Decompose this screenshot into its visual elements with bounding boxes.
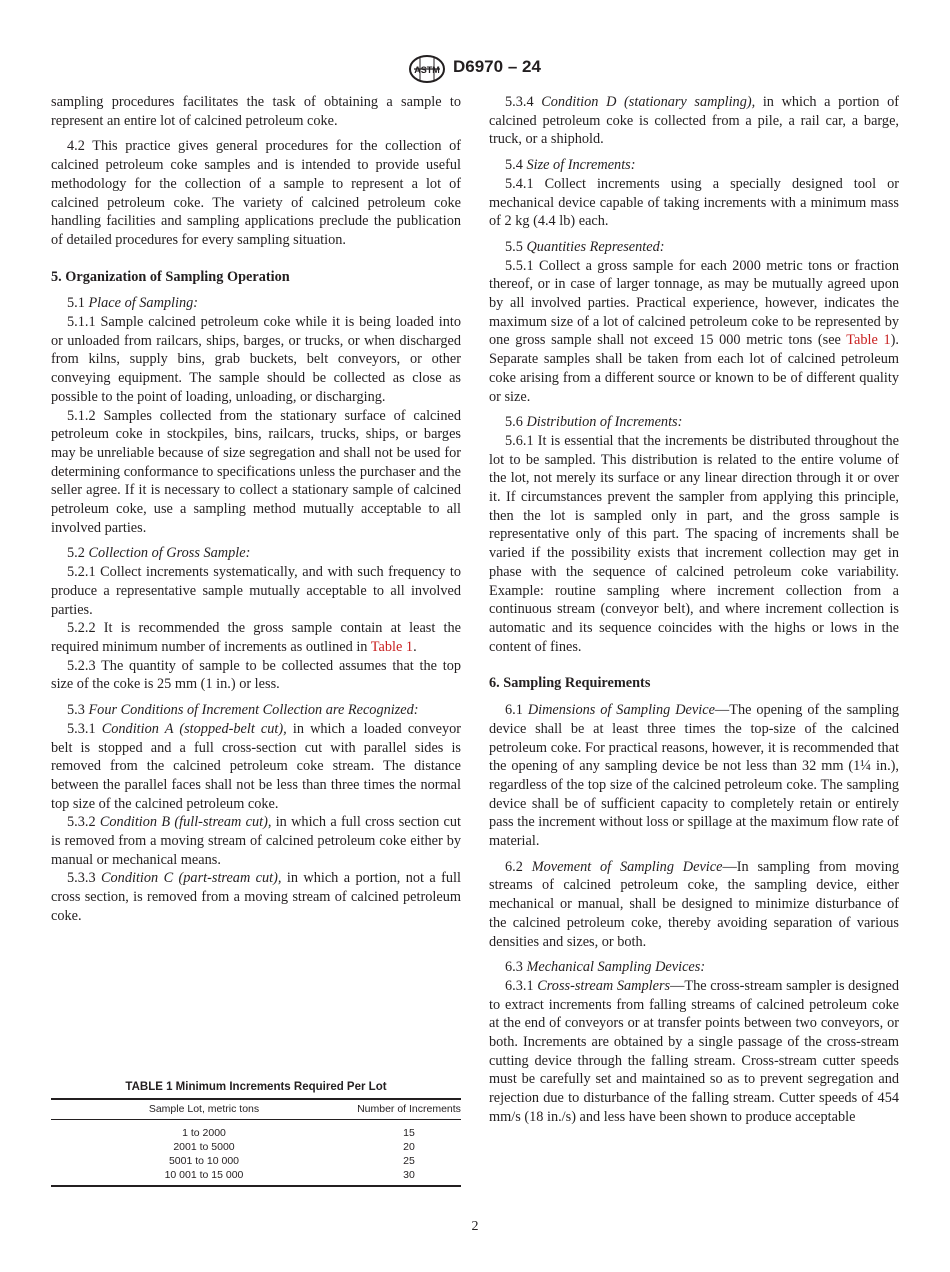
- table-row: [51, 1168, 461, 1186]
- table-cell-lot: 5001 to 10 000: [168, 1155, 240, 1167]
- astm-logo-icon: [408, 54, 446, 84]
- paragraph-5-2-1: 5.2.1 Collect increments systematically, and with such frequency to produce a representative sample mutually acceptable to all involved parties.: [51, 564, 461, 618]
- left-column: [51, 93, 461, 933]
- paragraph-5-3-2: 5.3.2 Condition B (full-stream cut), in which a full cross section cut is removed from a moving stream of calcined petroleum coke either by manual or mechanical means.: [51, 814, 461, 868]
- paragraph-6-2: 6.2 Movement of Sampling Device—In sampling from moving streams of calcined petroleum coke, the sampling device, either mechanical or manual, shall be designed to minimize disturbance of the calcined petroleum coke, thereby avoiding separation of various densities and sizes, or both.: [489, 858, 899, 950]
- table-header-number-increments: Number of Increments: [357, 1099, 461, 1120]
- paragraph-5-4-1: 5.4.1 Collect increments using a specially designed tool or mechanical device capable of taking increments with a minimum mass of 2 kg (4.4 lb) each.: [489, 175, 899, 230]
- paragraph-5-1-1: 5.1.1 Sample calcined petroleum coke while it is being loaded into or unloaded from railcars, ships, barges, or trucks, or when discharged from kilns, supply bins, grab buckets, belt conveyors, or other conveying equipment. The sample should be collected as close as possible to the point of loading, unloading, or discharging.: [51, 314, 461, 405]
- table-row: [51, 1120, 461, 1141]
- table-cell-increments: 25: [403, 1155, 415, 1167]
- paragraph-6-1: 6.1 Dimensions of Sampling Device—The opening of the sampling device shall be at least three times the top-size of the calcined petroleum coke. For practical reasons, however, it is recommended that the opening of any sampling device be not less than 32 mm (1¼ in.), regardless of the top size of the calcined petroleum coke. The sampling device shall be of sufficient capacity to completely retain or entirely pass the increment without loss or spillage at the maximum flow rate of material.: [489, 702, 900, 850]
- section-5-heading: 5. Organization of Sampling Operation: [51, 268, 290, 285]
- table-1-link[interactable]: Table 1: [370, 638, 414, 655]
- page-header: [0, 54, 950, 84]
- paragraph-5-5-1: 5.5.1 Collect a gross sample for each 2000 metric tons or fraction thereof, or in case of larger tonnage, as may be mutually agreed upon by all involved parties. Practical experience, however, indicates the maximum size of a lot of calcined petroleum coke to be represented by one gross sample shall not exceed 15 000 metric tons (see Table 1). Separate samples shall be taken from each lot of calcined petroleum coke arising from a different source or known to be of different quality or size.: [489, 257, 899, 405]
- paragraph-5-6: 5.6 Distribution of Increments:: [505, 414, 683, 431]
- paragraph-5-3-3: 5.3.3 Condition C (part-stream cut), in which a portion, not a full cross section, is removed from a moving stream of calcined petroleum coke.: [51, 870, 462, 924]
- page-number: 2: [471, 1219, 479, 1234]
- logo-text: ASTM: [414, 65, 440, 75]
- paragraph-5-2: 5.2 Collection of Gross Sample:: [67, 545, 251, 562]
- paragraph-5-3: 5.3 Four Conditions of Increment Collection are Recognized:: [67, 702, 419, 719]
- table-cell-lot: 10 001 to 15 000: [51, 1168, 357, 1186]
- paragraph-5-6-1: 5.6.1 It is essential that the increments be distributed throughout the lot to be sampled. This distribution is related to the entire volume of the lot, not merely its surface or any linear direction through it or over it. If circumstances prevent the sampler from applying this principle, then the lot is sampled only in part, and the gross sample is representative only of this part. The spacing of increments shall be varied if the possibility exists that increment collection may get in phase with the sequence of calcined petroleum coke variability. Example: routine sampling where increment collection from a continuous stream (conveyor belt), and where increment collection is automatic and its sequence coincides with the highs or lows in the content of fines.: [489, 432, 899, 655]
- paragraph-5-3-1: 5.3.1 Condition A (stopped-belt cut), in which a loaded conveyor belt is stopped and a full cross-section cut with parallel sides is removed from the calcined petroleum coke stream. The distance between the parallel faces shall not be less than three times the normal top size of the calcined petroleum coke.: [51, 720, 462, 812]
- paragraph-5-2-3: 5.2.3 The quantity of sample to be collected assumes that the top size of the coke is 25 mm (1 in.) or less.: [51, 657, 461, 693]
- right-column: [489, 93, 899, 1127]
- table-1-caption: TABLE 1 Minimum Increments Required Per Lot: [125, 1081, 387, 1093]
- paragraph-5-1: 5.1 Place of Sampling:: [67, 295, 199, 312]
- table-row: [51, 1154, 461, 1168]
- paragraph-5-1-2: 5.1.2 Samples collected from the stationary surface of calcined petroleum coke in stockpiles, bins, railcars, trucks, ships, or barges may be unreliable because of size segregation and shall not be used for determining conformance to specifications unless the purchaser and the seller agree. If it is necessary to collect a stationary sample of calcined petroleum coke, use a sampling method mutually acceptable to all involved parties.: [51, 407, 461, 536]
- paragraph-6-3: 6.3 Mechanical Sampling Devices:: [505, 959, 706, 976]
- table-1: [51, 1081, 461, 1187]
- paragraph-6-3-1: 6.3.1 Cross-stream Samplers—The cross-stream sampler is designed to extract increments from falling streams of calcined petroleum coke at the end of conveyors or at transfer points between two conveyors, or both. Increments are obtained by a single passage of the cross-stream cutting device through the falling stream. Cross-stream cutter speeds must be carefully set and maintained so as to prevent segregation and rejection due to disturbance of the falling stream. Cutter speeds of 454 mm/s (18 in./s) and less have been shown to produce acceptable: [489, 977, 899, 1125]
- table-cell-increments: 15: [403, 1127, 415, 1139]
- table-cell-lot: 1 to 2000: [182, 1127, 226, 1139]
- paragraph-4-2: 4.2 This practice gives general procedures for the collection of calcined petroleum coke samples and is intended to provide useful methodology for the collection of a sample to represent a lot of calcined petroleum coke. The variety of calcined petroleum coke handling facilities and sampling applications preclude the publication of detailed procedures for every sampling situation.: [51, 138, 461, 248]
- paragraph-5-3-4: 5.3.4 Condition D (stationary sampling), in which a portion of calcined petroleum coke is collected from a pile, a rail car, a barge, truck, or a shiphold.: [489, 94, 899, 148]
- paragraph-5-5: 5.5 Quantities Represented:: [505, 238, 665, 255]
- table-1-grid: [51, 1098, 461, 1187]
- table-row: [51, 1140, 461, 1154]
- document-designation: D6970 – 24: [453, 57, 541, 76]
- table-cell-increments: 30: [357, 1168, 461, 1186]
- paragraph-5-2-2: 5.2.2 It is recommended the gross sample contain at least the required minimum number of increments as outlined in Table 1.: [51, 620, 461, 655]
- paragraph-continuation: sampling procedures facilitates the task of obtaining a sample to represent an entire lot of calcined petroleum coke.: [51, 94, 461, 129]
- paragraph-5-4: 5.4 Size of Increments:: [505, 157, 636, 174]
- table-header-row: [51, 1099, 461, 1120]
- table-header-sample-lot: Sample Lot, metric tons: [51, 1099, 357, 1120]
- table-cell-increments: 20: [403, 1141, 415, 1153]
- section-6-heading: 6. Sampling Requirements: [489, 675, 651, 692]
- table-cell-lot: 2001 to 5000: [173, 1141, 235, 1153]
- table-1-link[interactable]: Table 1: [846, 332, 891, 349]
